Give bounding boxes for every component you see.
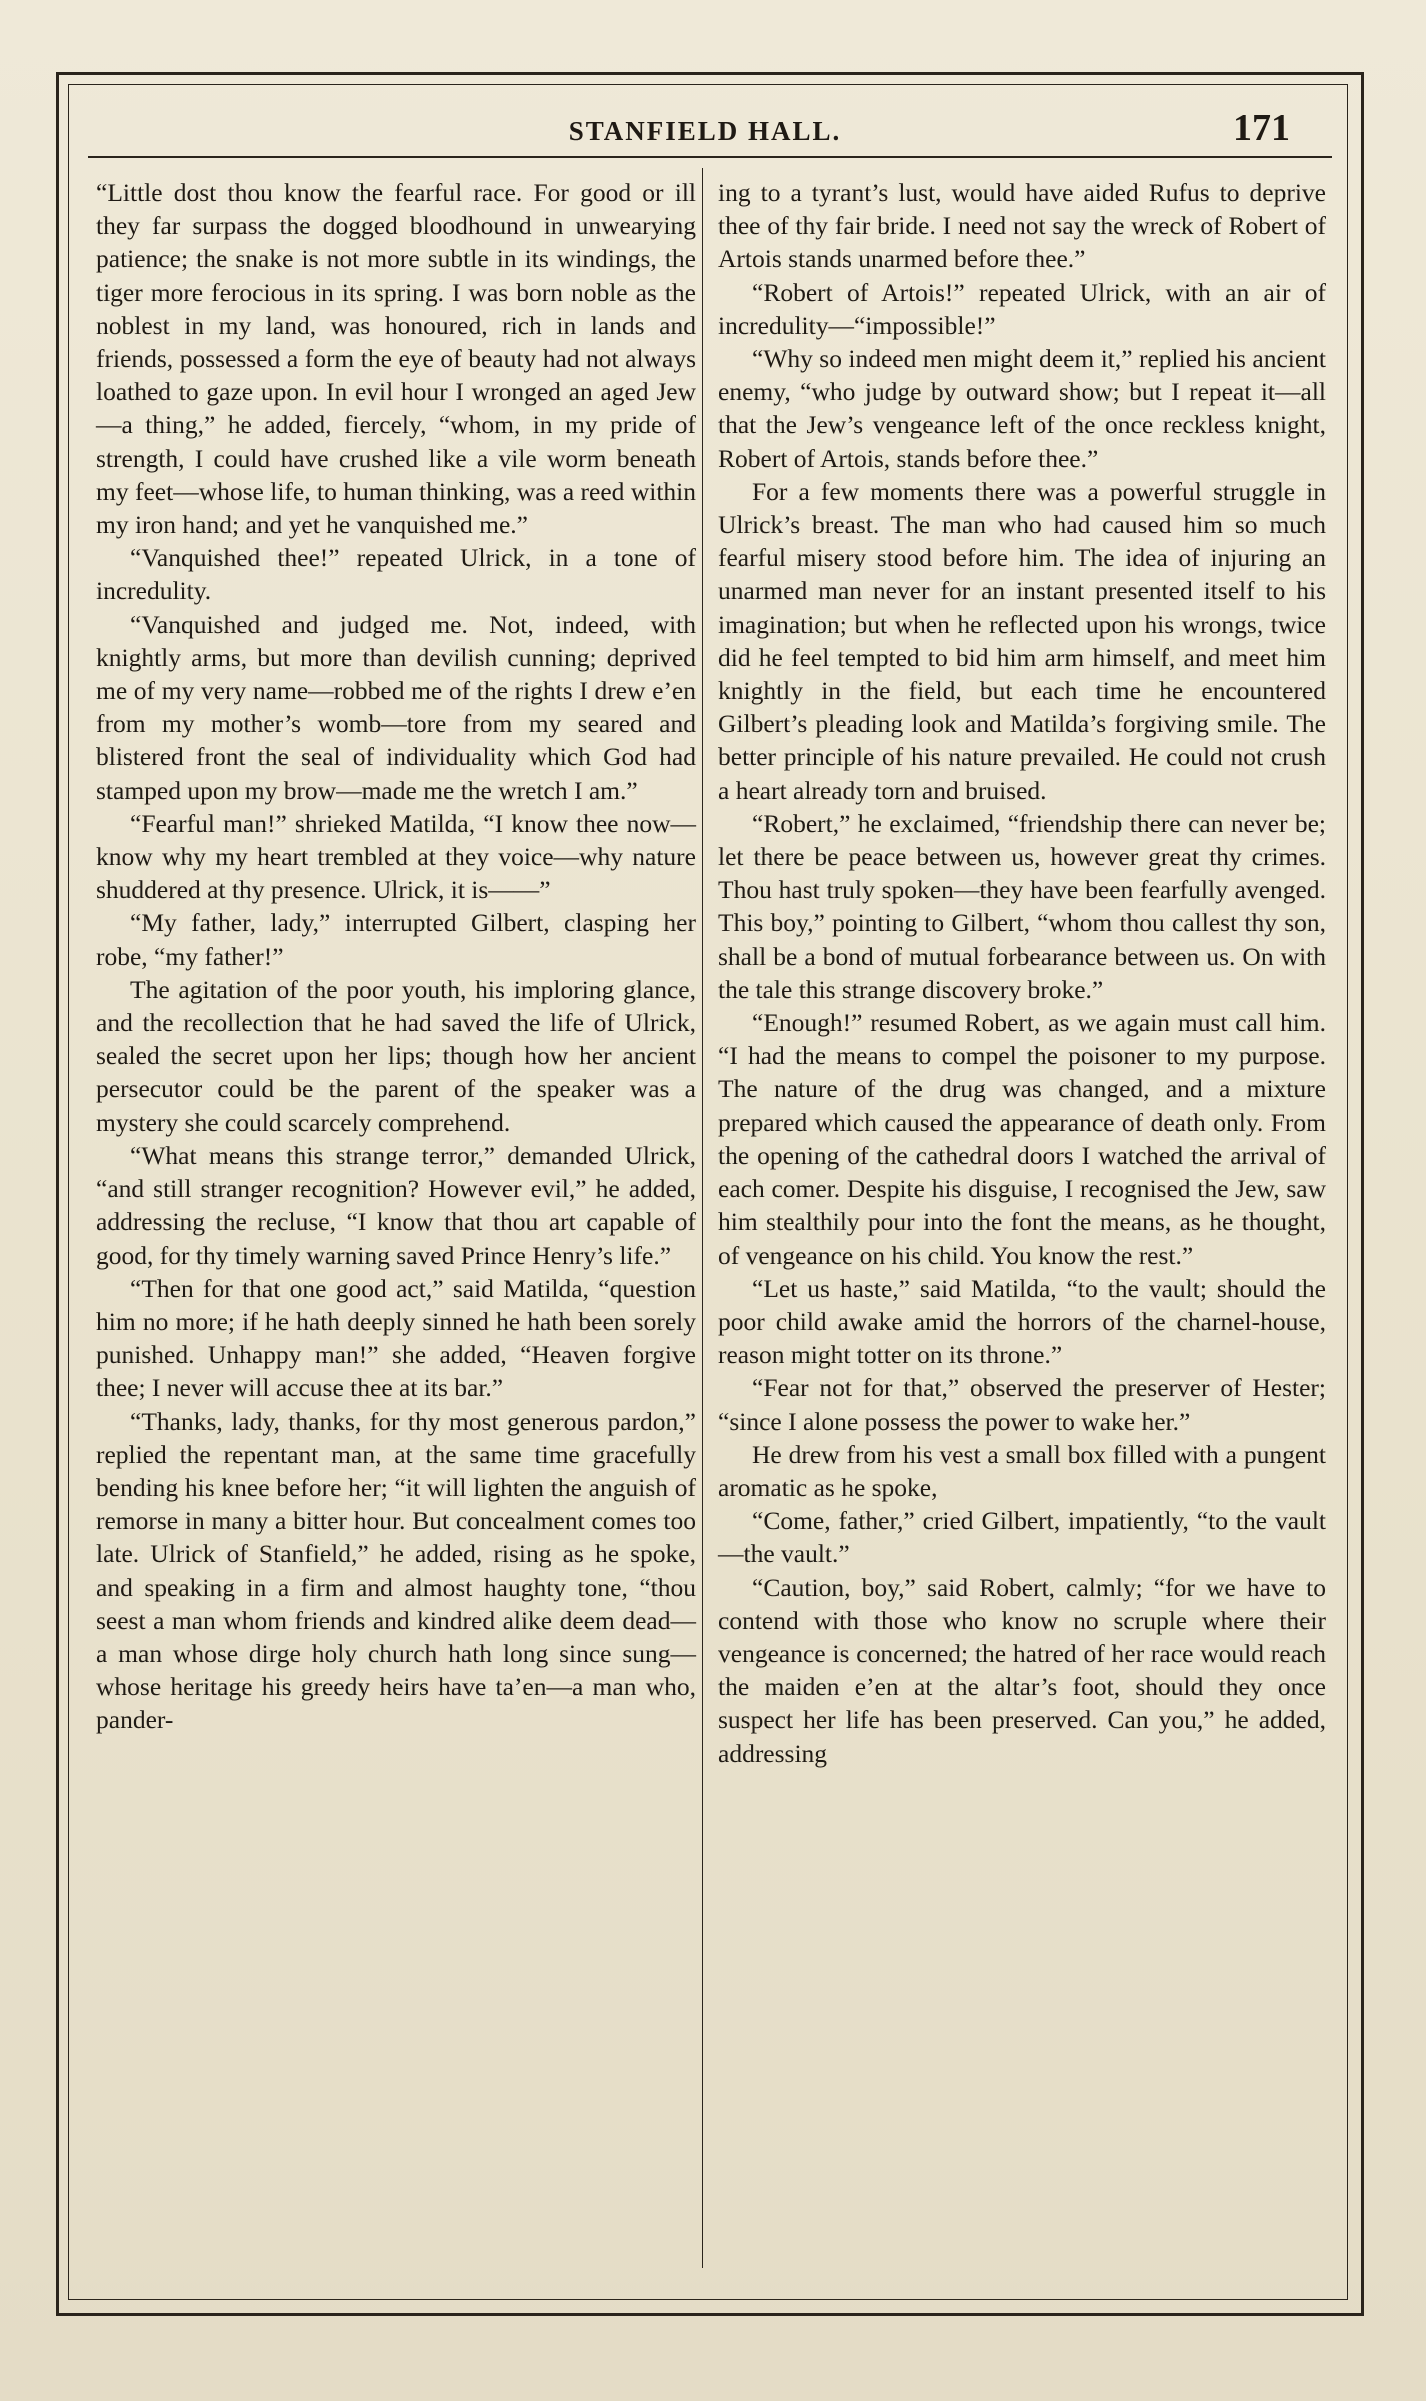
paragraph: “What means this strange terror,” demanded Ulrick, “and still stranger recognition? However evil,” he added, addressing the recluse, “I know that thou art capable of good, for thy timely warning saved Prince Henry’s life.” <box>96 1140 696 1270</box>
paragraph: “Vanquished thee!” repeated Ulrick, in a tone of incredulity. <box>96 543 696 606</box>
paragraph: For a few moments there was a powerful struggle in Ulrick’s breast. The man who had caused him so much fearful misery stood before him. The idea of injuring an unarmed man never for an instant presented itself to his imagination; but when he reflected upon his wrongs, twice did he feel tempted to bid him arm himself, and meet him knightly in the field, but each time he encountered Gilbert’s pleading look and Matilda’s forgiving smile. The better principle of his nature prevailed. He could not crush a heart already torn and bruised. <box>718 476 1326 805</box>
paragraph: The agitation of the poor youth, his imploring glance, and the recollection that he had saved the life of Ulrick, sealed the secret upon her lips; though how her ancient persecutor could be the parent of the speaker was a mystery she could scarcely comprehend. <box>96 974 696 1137</box>
page-number: 171 <box>1233 107 1290 149</box>
paragraph: ing to a tyrant’s lust, would have aided Rufus to deprive thee of thy fair bride. I need not say the wreck of Robert of Artois stands unarmed before thee.” <box>718 178 1326 274</box>
page-header <box>80 106 1330 154</box>
paragraph: “Come, father,” cried Gilbert, impatiently, “to the vault—the vault.” <box>718 1506 1326 1569</box>
paragraph: “Thanks, lady, thanks, for thy most generous pardon,” replied the repentant man, at the same time gracefully bending his knee before her; “it will lighten the anguish of remorse in many a bitter hour. But concealment comes too late. Ulrick of Stanfield,” he added, rising as he spoke, and speaking in a firm and almost haughty tone, “thou seest a man whom friends and kindred alike deem dead—a man whose dirge holy church hath long since sung—whose heritage his greedy heirs have ta’en—a man who, pander- <box>96 1406 696 1735</box>
paragraph: “Fear not for that,” observed the preserver of Hester; “since I alone possess the power to wake her.” <box>718 1373 1326 1436</box>
paragraph: “Robert of Artois!” repeated Ulrick, with an air of incredulity—“impossible!” <box>718 277 1326 340</box>
paragraph: “My father, lady,” interrupted Gilbert, clasping her robe, “my father!” <box>96 908 696 971</box>
paragraph: “Why so indeed men might deem it,” replied his ancient enemy, “who judge by outward show; but I repeat it—all that the Jew’s vengeance left of the once reckless knight, Robert of Artois, stands before thee.” <box>718 344 1326 473</box>
paragraph: “Fearful man!” shrieked Matilda, “I know thee now—know why my heart trembled at they voice—why nature shuddered at thy presence. Ulrick, it is——” <box>96 808 696 905</box>
header-rule <box>88 156 1332 158</box>
paragraph: “Let us haste,” said Matilda, “to the vault; should the poor child awake amid the horrors of the charnel-house, reason might totter on its throne.” <box>718 1273 1326 1370</box>
paragraph: He drew from his vest a small box filled with a pungent aromatic as he spoke, <box>718 1439 1326 1502</box>
right-column <box>718 176 1326 1770</box>
left-column <box>96 176 696 1737</box>
running-head: STANFIELD HALL. <box>568 116 842 146</box>
paragraph: “Enough!” resumed Robert, as we again must call him. “I had the means to compel the poisoner to my purpose. The nature of the drug was changed, and a mixture prepared which caused the appearance of death only. From the opening of the cathedral doors I watched the arrival of each comer. Despite his disguise, I recognised the Jew, saw him stealthily pour into the font the means, as he thought, of vengeance on his child. You know the rest.” <box>718 1008 1326 1270</box>
paragraph: “Then for that one good act,” said Matilda, “question him no more; if he hath deeply sinned he hath been sorely punished. Unhappy man!” she added, “Heaven forgive thee; I never will accuse thee at its bar.” <box>96 1273 696 1403</box>
column-divider <box>702 168 703 2268</box>
paragraph: “Vanquished and judged me. Not, indeed, with knightly arms, but more than devilish cunning; deprived me of my very name—robbed me of the rights I drew e’en from my mother’s womb—tore from my seared and blistered front the seal of individuality which God had stamped upon my brow—made me the wretch I am.” <box>96 609 696 805</box>
paragraph: “Caution, boy,” said Robert, calmly; “for we have to contend with those who know no scruple where their vengeance is concerned; the hatred of her race would reach the maiden e’en at the altar’s foot, should they once suspect her life has been preserved. Can you,” he added, addressing <box>718 1572 1326 1768</box>
paragraph: “Little dost thou know the fearful race. For good or ill they far surpass the dogged bloodhound in unwearying patience; the snake is not more subtle in its windings, the tiger more ferocious in its spring. I was born noble as the noblest in my land, was honoured, rich in lands and friends, possessed a form the eye of beauty had not always loathed to gaze upon. In evil hour I wronged an aged Jew—a thing,” he added, fiercely, “whom, in my pride of strength, I could have crushed like a vile worm beneath my feet—whose life, to human thinking, was a reed within my iron hand; and yet he vanquished me.” <box>96 178 696 540</box>
paragraph: “Robert,” he exclaimed, “friendship there can never be; let there be peace between us, however great thy crimes. Thou hast truly spoken—they have been fearfully avenged. This boy,” pointing to Gilbert, “whom thou callest thy son, shall be a bond of mutual forbearance between us. On with the tale this strange discovery broke.” <box>718 808 1326 1004</box>
